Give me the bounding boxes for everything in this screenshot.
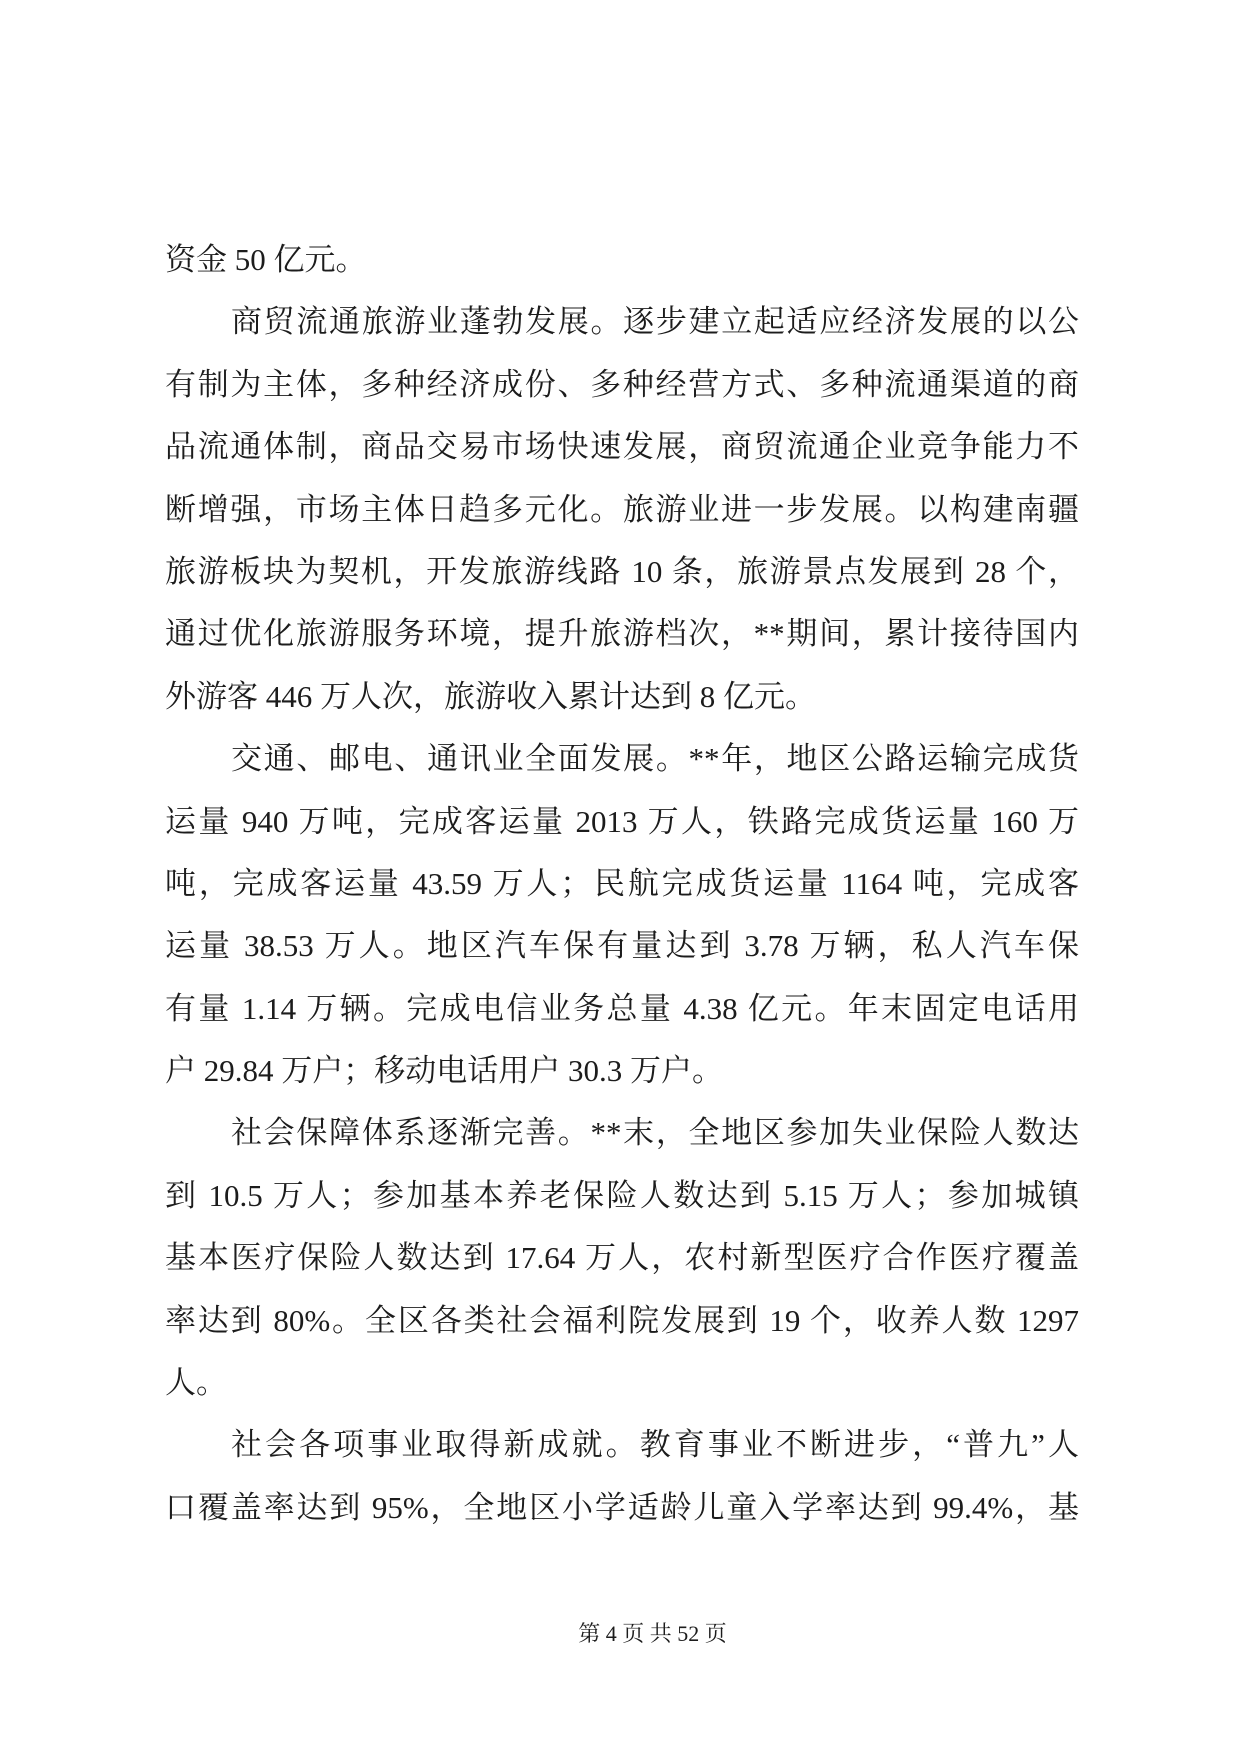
text-line: 旅游板块为契机，开发旅游线路 10 条，旅游景点发展到 28 个， [165,553,1079,589]
paragraph [165,229,1079,291]
paragraph [165,291,1079,728]
text-line: 有制为主体，多种经济成份、多种经营方式、多种流通渠道的商 [165,366,1079,402]
text-line: 社会保障体系逐渐完善。**末，全地区参加失业保险人数达 [231,1115,1079,1151]
text-line: 有量 1.14 万辆。完成电信业务总量 4.38 亿元。年末固定电话用 [165,990,1079,1026]
text-line: 社会各项事业取得新成就。教育事业不断进步，“普九”人 [231,1427,1079,1463]
text-line: 断增强，市场主体日趋多元化。旅游业进一步发展。以构建南疆 [165,491,1079,527]
text-line: 吨，完成客运量 43.59 万人；民航完成货运量 1164 吨，完成客 [165,865,1079,901]
text-line: 率达到 80%。全区各类社会福利院发展到 19 个，收养人数 1297 [165,1302,1079,1338]
page-number-footer: 第 4 页 共 52 页 [578,1621,727,1646]
paragraph [165,1102,1079,1414]
paragraph [165,728,1079,1102]
text-line: 交通、邮电、通讯业全面发展。**年，地区公路运输完成货 [231,741,1079,777]
text-line: 外游客 446 万人次，旅游收入累计达到 8 亿元。 [165,678,816,714]
text-line: 运量 38.53 万人。地区汽车保有量达到 3.78 万辆，私人汽车保 [165,928,1079,964]
text-line: 品流通体制，商品交易市场快速发展，商贸流通企业竞争能力不 [165,429,1079,465]
text-line: 户 29.84 万户；移动电话用户 30.3 万户。 [165,1053,723,1089]
paragraph [165,1414,1079,1539]
text-line: 通过优化旅游服务环境，提升旅游档次，**期间，累计接待国内 [165,616,1079,652]
text-line: 口覆盖率达到 95%，全地区小学适龄儿童入学率达到 99.4%，基 [165,1489,1079,1525]
text-line: 运量 940 万吨，完成客运量 2013 万人，铁路完成货运量 160 万 [165,803,1079,839]
text-line: 基本医疗保险人数达到 17.64 万人，农村新型医疗合作医疗覆盖 [165,1240,1079,1276]
text-line: 资金 50 亿元。 [165,242,367,277]
document-body [165,229,1079,1539]
text-line: 商贸流通旅游业蓬勃发展。逐步建立起适应经济发展的以公 [231,304,1079,340]
text-line: 到 10.5 万人；参加基本养老保险人数达到 5.15 万人；参加城镇 [165,1177,1079,1213]
text-line: 人。 [165,1365,227,1401]
